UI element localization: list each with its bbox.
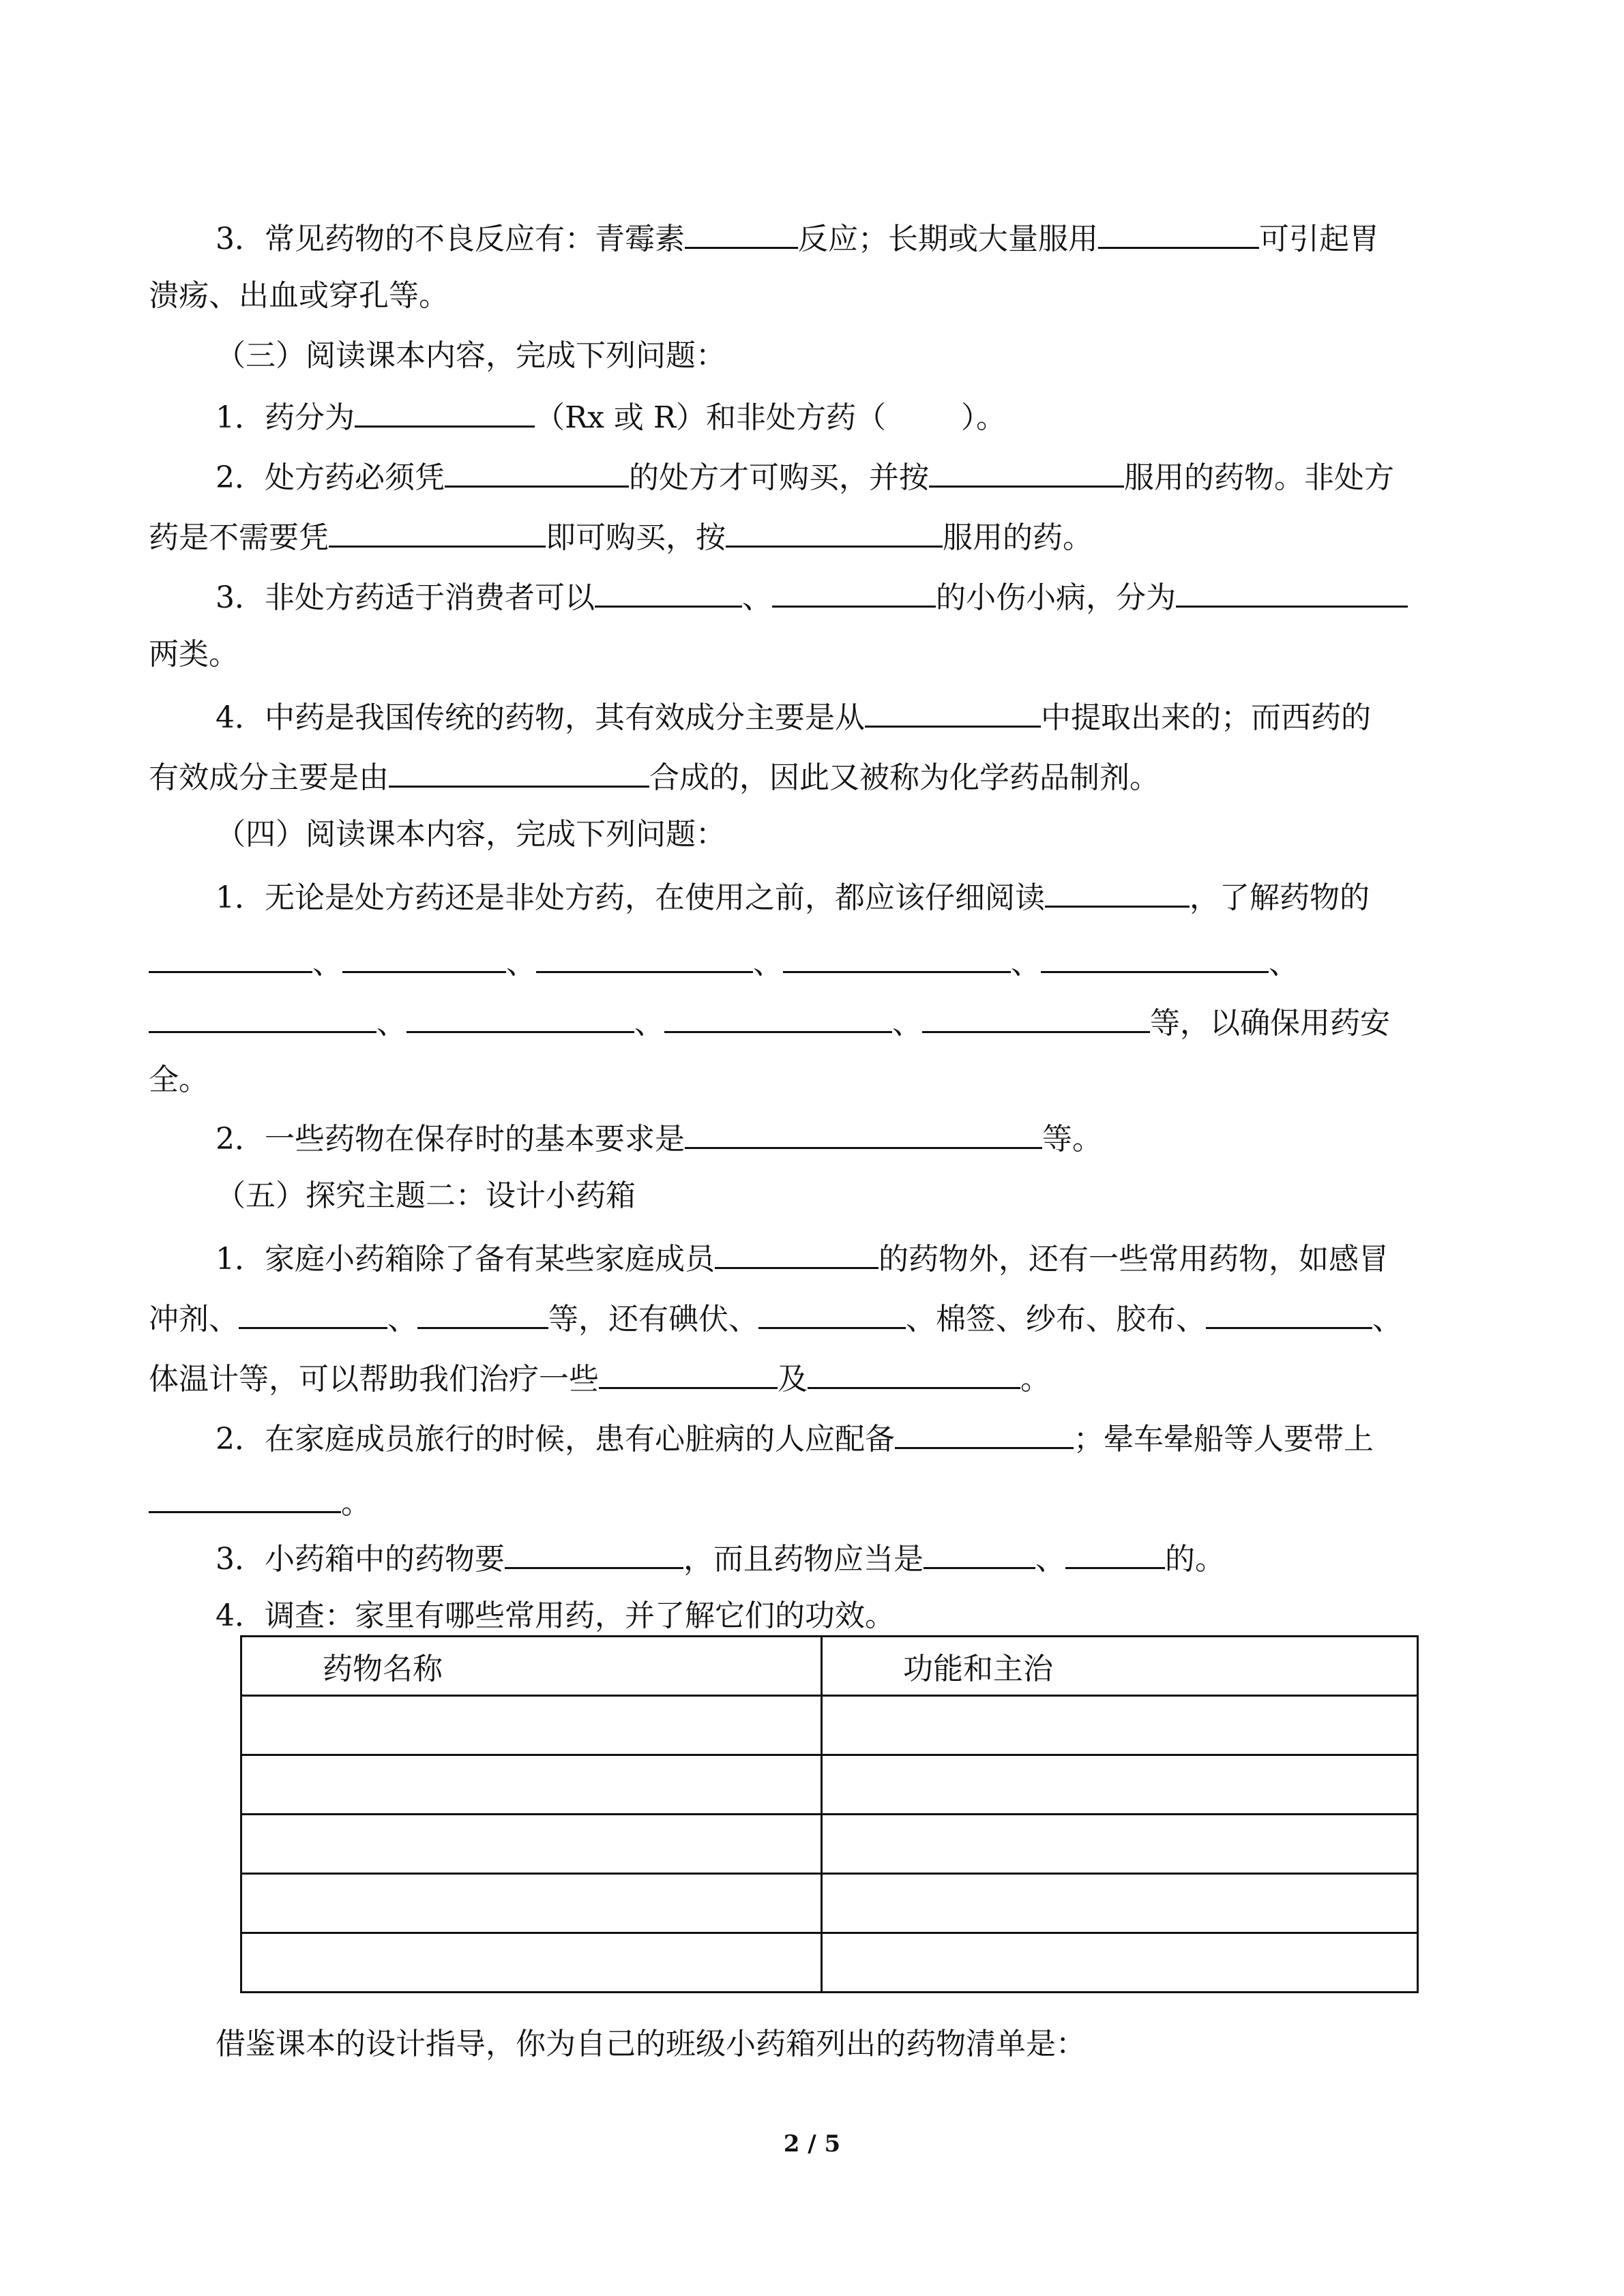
q1-continuation: 全。 bbox=[149, 1062, 209, 1097]
table-row bbox=[241, 1815, 1418, 1874]
q1-blanks-row-2: 、 、 、 等，以确保用药安 bbox=[149, 1000, 1390, 1044]
answer-blank[interactable] bbox=[924, 1536, 1035, 1569]
answer-blank[interactable] bbox=[685, 215, 798, 249]
table-cell[interactable] bbox=[241, 1755, 822, 1815]
q1-family-medicine-box: 1．家庭小药箱除了备有某些家庭成员 的药物外，还有一些常用药物，如感冒 bbox=[216, 1236, 1389, 1280]
q2-continuation: 药是不需要凭 即可购买，按 服用的药。 bbox=[149, 514, 1093, 558]
answer-blank[interactable] bbox=[505, 1536, 683, 1569]
q1-read-instructions: 1．无论是处方药还是非处方药，在使用之前，都应该仔细阅读 ，了解药物的 bbox=[216, 874, 1370, 919]
answer-blank[interactable] bbox=[1041, 940, 1269, 973]
table-row bbox=[241, 1933, 1418, 1993]
q4-chinese-western: 4．中药是我国传统的药物，其有效成分主要是从 中提取出来的；而西药的 bbox=[216, 694, 1371, 739]
answer-blank[interactable] bbox=[664, 1000, 892, 1033]
section-3-heading: （三）阅读课本内容，完成下列问题： bbox=[216, 338, 726, 373]
answer-blank[interactable] bbox=[595, 574, 742, 608]
table-row bbox=[241, 1696, 1418, 1755]
table-header-row bbox=[241, 1637, 1418, 1696]
answer-blank[interactable] bbox=[1206, 1296, 1372, 1329]
answer-blank[interactable] bbox=[329, 514, 546, 548]
table-row bbox=[241, 1874, 1418, 1933]
table-row bbox=[241, 1755, 1418, 1815]
answer-blank[interactable] bbox=[772, 574, 936, 608]
q3-box-medicines: 3．小药箱中的药物要 ，而且药物应当是 、 的。 bbox=[216, 1536, 1225, 1580]
table-cell[interactable] bbox=[822, 1696, 1418, 1755]
answer-blank[interactable] bbox=[239, 1296, 387, 1329]
answer-blank[interactable] bbox=[355, 394, 535, 428]
table-cell[interactable] bbox=[822, 1815, 1418, 1874]
section-4-heading: （四）阅读课本内容，完成下列问题： bbox=[216, 817, 726, 852]
answer-blank[interactable] bbox=[445, 454, 629, 488]
answer-blank[interactable] bbox=[783, 940, 1011, 973]
q3-otc: 3．非处方药适于消费者可以 、 的小伤小病，分为 bbox=[216, 574, 1408, 618]
medicine-survey-table bbox=[240, 1635, 1419, 1993]
q2-storage: 2．一些药物在保存时的基本要求是 等。 bbox=[216, 1116, 1102, 1160]
answer-blank[interactable] bbox=[389, 754, 649, 788]
q3-adverse-reactions: 3．常见药物的不良反应有：青霉素 反应；长期或大量服用 可引起胃 bbox=[216, 215, 1379, 260]
answer-blank[interactable] bbox=[1065, 1536, 1165, 1569]
answer-blank[interactable] bbox=[599, 1356, 778, 1389]
q2-continuation: 。 bbox=[149, 1480, 371, 1524]
table-cell[interactable] bbox=[822, 1874, 1418, 1933]
q2-prescription: 2．处方药必须凭 的处方才可购买，并按 服用的药物。非处方 bbox=[216, 454, 1394, 498]
table-cell[interactable] bbox=[241, 1874, 822, 1933]
section-5-heading: （五）探究主题二：设计小药箱 bbox=[216, 1178, 636, 1213]
table-cell[interactable] bbox=[822, 1755, 1418, 1815]
answer-blank[interactable] bbox=[808, 1356, 1020, 1389]
answer-blank[interactable] bbox=[417, 1296, 548, 1329]
page-number: 2 / 5 bbox=[783, 2130, 841, 2158]
answer-blank[interactable] bbox=[929, 454, 1124, 488]
table-cell[interactable] bbox=[241, 1933, 822, 1993]
table-cell[interactable] bbox=[822, 1933, 1418, 1993]
q3-continuation: 两类。 bbox=[149, 637, 239, 672]
answer-blank[interactable] bbox=[149, 1480, 341, 1513]
table-header-cell: 药物名称 bbox=[241, 1637, 822, 1696]
table-cell[interactable] bbox=[241, 1696, 822, 1755]
answer-blank[interactable] bbox=[342, 940, 506, 973]
answer-blank[interactable] bbox=[1098, 215, 1259, 249]
answer-blank[interactable] bbox=[149, 1000, 377, 1033]
table-header-cell: 功能和主治 bbox=[822, 1637, 1418, 1696]
answer-blank[interactable] bbox=[685, 1116, 1042, 1149]
q1-drug-classes: 1．药分为 （Rx 或 R）和非处方药（ ）。 bbox=[216, 394, 1006, 438]
q1-blanks-row-1: 、 、 、 、 、 bbox=[149, 940, 1299, 984]
q4-continuation: 有效成分主要是由 合成的，因此又被称为化学药品制剂。 bbox=[149, 754, 1160, 799]
answer-blank[interactable] bbox=[715, 1236, 879, 1269]
answer-blank[interactable] bbox=[895, 1416, 1074, 1449]
answer-blank[interactable] bbox=[407, 1000, 634, 1033]
answer-blank[interactable] bbox=[758, 1296, 906, 1329]
answer-blank[interactable] bbox=[536, 940, 753, 973]
q1-continuation-1: 冲剂、 、 等，还有碘伏、 、棉签、纱布、胶布、 、 bbox=[149, 1296, 1402, 1340]
q1-continuation-2: 体温计等，可以帮助我们治疗一些 及 。 bbox=[149, 1356, 1050, 1400]
answer-blank[interactable] bbox=[1045, 874, 1190, 908]
q3-continuation: 溃疡、出血或穿孔等。 bbox=[149, 278, 449, 313]
answer-blank[interactable] bbox=[922, 1000, 1150, 1033]
class-medicine-list-prompt: 借鉴课本的设计指导，你为自己的班级小药箱列出的药物清单是： bbox=[216, 2027, 1086, 2061]
answer-blank[interactable] bbox=[865, 694, 1041, 728]
answer-blank[interactable] bbox=[149, 940, 312, 973]
answer-blank[interactable] bbox=[1176, 574, 1408, 608]
table-cell[interactable] bbox=[241, 1815, 822, 1874]
q4-survey: 4．调查：家里有哪些常用药，并了解它们的功效。 bbox=[216, 1598, 895, 1633]
answer-blank[interactable] bbox=[726, 514, 943, 548]
q2-travel: 2．在家庭成员旅行的时候，患有心脏病的人应配备 ；晕车晕船等人要带上 bbox=[216, 1416, 1374, 1460]
